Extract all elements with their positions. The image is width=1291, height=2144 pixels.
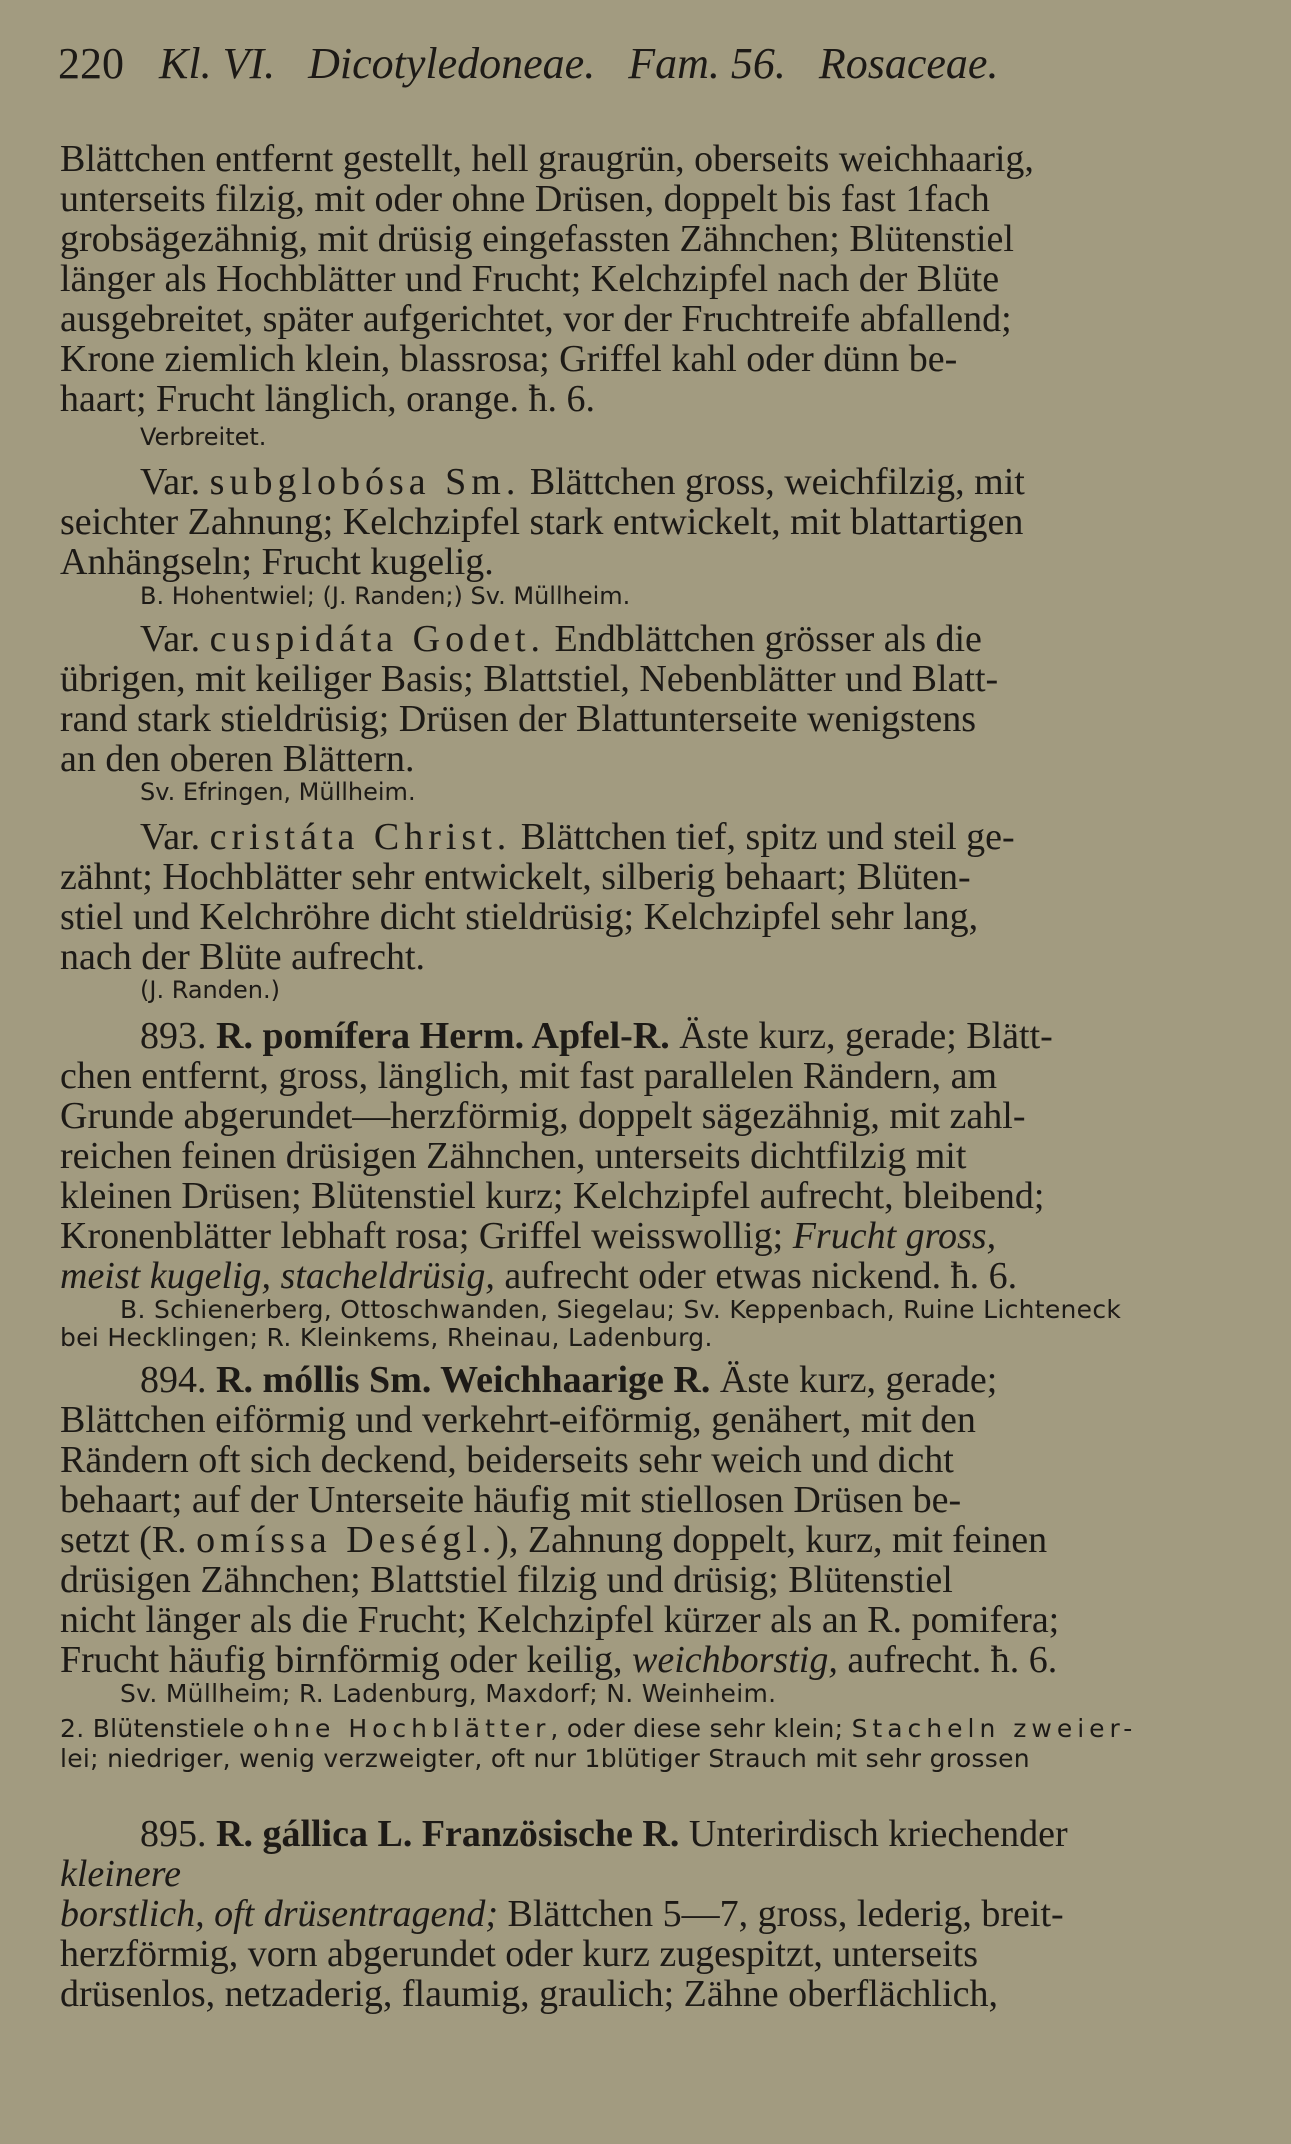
variety-lead: Var. [140, 816, 210, 858]
variety-text: Blättchen gross, weichfilzig, mit [520, 461, 1025, 503]
text-segment: ), Zahnung doppelt, kurz, mit feinen [496, 1519, 1048, 1561]
key-line: lei; niedriger, wenig verzweigter, oft nur 1blütiger Strauch mit sehr grossen [60, 1744, 1030, 1773]
distribution-note: Verbreitet. [140, 423, 267, 451]
text-line: Blättchen eiförmig und verkehrt-eiförmig, genähert, mit den [60, 1399, 976, 1441]
text-line: Grunde abgerundet—herzförmig, doppelt sägezähnig, mit zahl- [60, 1095, 1026, 1137]
variety-cuspidata [140, 620, 982, 658]
text-line: Rändern oft sich deckend, beiderseits sehr weich und dicht [60, 1439, 954, 1481]
variety-name: cristáta Christ. [209, 816, 512, 858]
text-segment: Blättchen 5—7, gross, lederig, breit- [498, 1893, 1064, 1935]
variety-name: cuspidáta Godet. [209, 618, 546, 660]
class-label: Kl. VI. [159, 39, 276, 88]
species-number: 893. [140, 1015, 216, 1057]
common-name: Französische R. [412, 1813, 680, 1855]
locality-note: (J. Randen.) [140, 976, 280, 1004]
species-895-heading [140, 1815, 1068, 1853]
text-line [60, 1855, 181, 1893]
variety-subglobosa [140, 463, 1025, 501]
group-label: Dicotyledoneae. [308, 39, 596, 88]
locality-note: B. Hohentwiel; (J. Randen;) Sv. Müllheim. [140, 582, 631, 610]
text-line: kleinen Drüsen; Blütenstiel kurz; Kelchzipfel aufrecht, bleibend; [60, 1175, 1045, 1217]
text-line: nicht länger als die Frucht; Kelchzipfel kürzer als an R. pomifera; [60, 1599, 1060, 1641]
spaced-segment: ohne Hochblätter [253, 1714, 551, 1743]
text-line: rand stark stieldrüsig; Drüsen der Blattunterseite wenigstens [60, 698, 977, 740]
running-header [58, 39, 999, 88]
text-line: übrigen, mit keiliger Basis; Blattstiel, Nebenblätter und Blatt- [60, 658, 999, 700]
text-line: ausgebreitet, später aufgerichtet, vor der Fruchtreife abfallend; [60, 298, 1012, 340]
family-number: Fam. 56. [628, 39, 786, 88]
variety-lead: Var. [140, 618, 210, 660]
locality-note: Sv. Efringen, Müllheim. [140, 778, 416, 806]
text-line: haart; Frucht länglich, orange. ħ. 6. [60, 378, 596, 420]
species-text: Äste kurz, gerade; [710, 1359, 998, 1401]
species-name: R. pomífera Herm. [216, 1015, 525, 1057]
text-segment: 2. Blütenstiele [60, 1714, 253, 1743]
species-name: R. gállica L. [216, 1813, 413, 1855]
text-segment: , oder diese sehr klein; [550, 1714, 852, 1743]
text-line: behaart; auf der Unterseite häufig mit stiellosen Drüsen be- [60, 1479, 962, 1521]
text-segment: aufrecht. ħ. 6. [837, 1639, 1058, 1681]
text-line [60, 1217, 996, 1255]
text-line [60, 1895, 1064, 1933]
italic-segment: borstlich, oft drüsentragend; [60, 1893, 499, 1935]
text-line: unterseits filzig, mit oder ohne Drüsen, doppelt bis fast 1fach [60, 178, 990, 220]
common-name: Weichhaarige R. [431, 1359, 711, 1401]
text-line: Anhängseln; Frucht kugelig. [60, 541, 494, 583]
text-line: an den oberen Blättern. [60, 738, 415, 780]
text-line: drüsigen Zähnchen; Blattstiel filzig und drüsig; Blütenstiel [60, 1559, 953, 1601]
italic-segment: meist kugelig, stacheldrüsig, [60, 1255, 495, 1297]
text-line [60, 1521, 1047, 1559]
text-segment: Frucht häufig birnförmig oder keilig, [60, 1639, 632, 1681]
text-segment: Kronenblätter lebhaft rosa; Griffel weisswollig; [60, 1215, 784, 1257]
text-line: Blättchen entfernt gestellt, hell graugrün, oberseits weichhaarig, [60, 138, 1034, 180]
text-line: stiel und Kelchröhre dicht stieldrüsig; Kelchzipfel sehr lang, [60, 896, 979, 938]
species-894-heading [140, 1361, 997, 1399]
locality-note: Sv. Müllheim; R. Ladenburg, Maxdorf; N. Weinheim. [120, 1679, 777, 1708]
family-label: Rosaceae. [818, 39, 999, 88]
species-text: Äste kurz, gerade; Blätt- [669, 1015, 1053, 1057]
italic-segment: Frucht gross, [792, 1215, 997, 1257]
text-line: länger als Hochblätter und Frucht; Kelchzipfel nach der Blüte [60, 258, 1000, 300]
species-number: 895. [140, 1813, 216, 1855]
text-line: chen entfernt, gross, länglich, mit fast parallelen Rändern, am [60, 1055, 998, 1097]
variety-text: Blättchen tief, spitz und steil ge- [511, 816, 1015, 858]
variety-lead: Var. [140, 461, 210, 503]
variety-text: Endblättchen grösser als die [545, 618, 982, 660]
text-line [60, 1257, 1017, 1295]
key-line [60, 1716, 1137, 1741]
variety-cristata [140, 818, 1015, 856]
text-line: nach der Blüte aufrecht. [60, 936, 426, 978]
common-name: Apfel-R. [524, 1015, 670, 1057]
species-number: 894. [140, 1359, 216, 1401]
spaced-segment: Stacheln zweier- [851, 1714, 1138, 1743]
text-line: reichen feinen drüsigen Zähnchen, unterseits dichtfilzig mit [60, 1135, 967, 1177]
text-line: Krone ziemlich klein, blassrosa; Griffel kahl oder dünn be- [60, 338, 958, 380]
text-line: zähnt; Hochblätter sehr entwickelt, silberig behaart; Blüten- [60, 856, 971, 898]
text-line: herzförmig, vorn abgerundet oder kurz zugespitzt, unterseits [60, 1933, 979, 1975]
page-number: 220 [58, 39, 124, 88]
locality-note: B. Schienerberg, Ottoschwanden, Siegelau; Sv. Keppenbach, Ruine Lichteneck [120, 1295, 1122, 1324]
text-segment: setzt (R. [60, 1519, 197, 1561]
text-line: drüsenlos, netzaderig, flaumig, graulich; Zähne oberflächlich, [60, 1973, 999, 2015]
variety-name: subglobósa Sm. [209, 461, 521, 503]
text-line: grobsägezähnig, mit drüsig eingefassten Zähnchen; Blütenstiel [60, 218, 1014, 260]
italic-segment: weichborstig, [632, 1639, 838, 1681]
locality-note: bei Hecklingen; R. Kleinkems, Rheinau, Ladenburg. [60, 1323, 713, 1352]
synonym-name: omíssa Deségl. [196, 1519, 497, 1561]
species-893-heading [140, 1017, 1053, 1055]
text-line [60, 1641, 1057, 1679]
italic-segment: kleinere [60, 1853, 181, 1895]
species-text: Unterirdisch kriechender [679, 1813, 1068, 1855]
species-name: R. móllis Sm. [216, 1359, 432, 1401]
text-segment: aufrecht oder etwas nickend. ħ. 6. [494, 1255, 1018, 1297]
text-line: seichter Zahnung; Kelchzipfel stark entwickelt, mit blattartigen [60, 501, 1024, 543]
